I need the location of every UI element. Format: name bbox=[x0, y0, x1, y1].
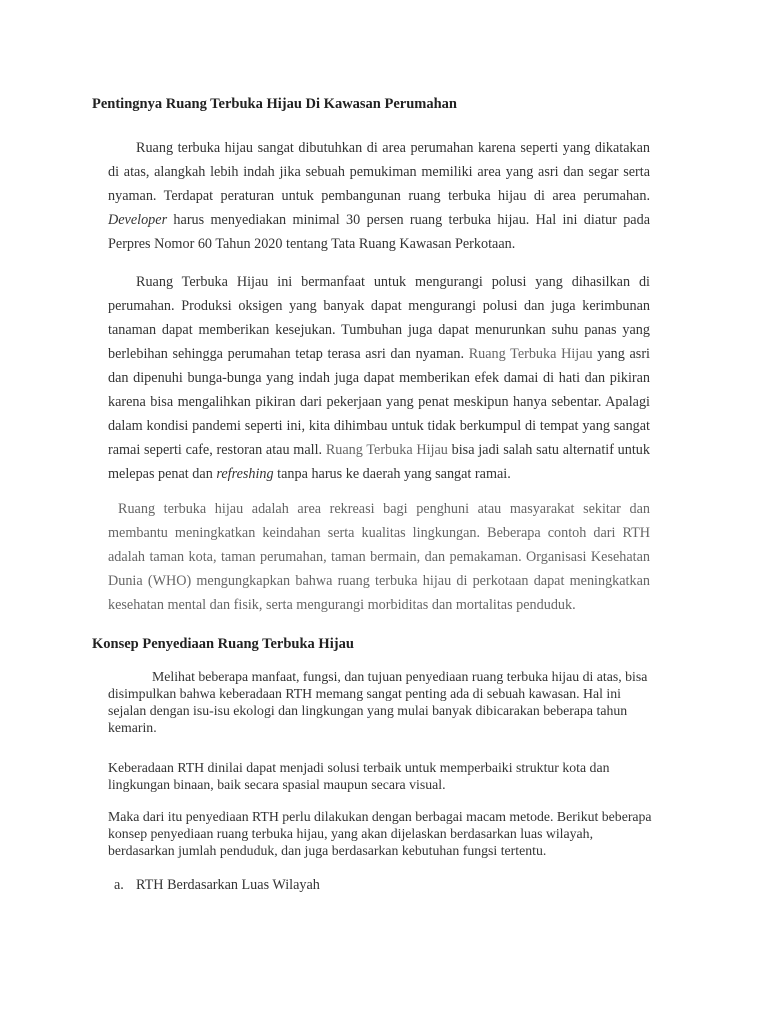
heading-konsep-penyediaan: Konsep Penyediaan Ruang Terbuka Hijau bbox=[92, 636, 354, 652]
paragraph-2-emphasis: refreshing bbox=[216, 466, 274, 482]
paragraph-2-text-d: tanpa harus ke daerah yang sangat ramai. bbox=[273, 466, 511, 482]
paragraph-1-text-b: harus menyediakan minimal 30 persen ruang terbuka hijau. Hal ini diatur pada Perpres Nomor 60 Tahun 2020 tentang Tata Ruang Kawasan Perkotaan. bbox=[108, 212, 650, 252]
list-item-text: RTH Berdasarkan Luas Wilayah bbox=[136, 877, 320, 893]
paragraph-5: Keberadaan RTH dinilai dapat menjadi solusi terbaik untuk memperbaiki struktur kota dan lingkungan binaan, baik secara spasial maupun secara visual. bbox=[108, 760, 610, 792]
paragraph-1-emphasis: Developer bbox=[108, 212, 168, 228]
rth-link-1[interactable]: Ruang Terbuka Hijau bbox=[468, 346, 593, 362]
heading-pentingnya-rth: Pentingnya Ruang Terbuka Hijau Di Kawasan Perumahan bbox=[92, 96, 457, 112]
paragraph-3: Ruang terbuka hijau adalah area rekreasi bagi penghuni atau masyarakat sekitar dan membantu meningkatkan keindahan serta kualitas lingkungan. Beberapa contoh dari RTH adalah taman kota, taman perumahan, taman bermain, dan pemakaman. Organisasi Kesehatan Dunia (WHO) mengungkapkan bahwa ruang terbuka hijau di perkotaan dapat meningkatkan kesehatan mental dan fisik, serta mengurangi morbiditas dan mortalitas penduduk. bbox=[108, 501, 650, 613]
list-marker: a. bbox=[114, 877, 124, 893]
list-item bbox=[114, 877, 320, 894]
paragraph-1-text-a: Ruang terbuka hijau sangat dibutuhkan di area perumahan karena seperti yang dikatakan di atas, alangkah lebih indah jika sebuah pemukiman memiliki area yang asri dan segar serta nyaman. Terdapat peraturan untuk pembangunan ruang terbuka hijau di area perumahan. bbox=[108, 140, 650, 204]
paragraph-6: Maka dari itu penyediaan RTH perlu dilakukan dengan berbagai macam metode. Berikut beberapa konsep penyediaan ruang terbuka hijau, yang akan dijelaskan berdasarkan luas wilayah, berdasarkan jumlah penduduk, dan juga berdasarkan kebutuhan fungsi tertentu. bbox=[108, 809, 652, 858]
paragraph-2-text-a: Ruang Terbuka Hijau ini bermanfaat untuk mengurangi polusi yang dihasilkan di perumahan. Produksi oksigen yang banyak dapat mengurangi polusi dan juga kerimbunan tanaman dapat memberikan kesejukan. Tumbuhan juga dapat menurunkan suhu panas yang berlebihan sehingga perumahan tetap terasa asri dan nyaman. bbox=[108, 274, 650, 362]
paragraph-1 bbox=[108, 136, 650, 256]
paragraph-4: Melihat beberapa manfaat, fungsi, dan tujuan penyediaan ruang terbuka hijau di atas, bisa disimpulkan bahwa keberadaan RTH memang sangat penting ada di sebuah kawasan. Hal ini sejalan dengan isu-isu ekologi dan lingkungan yang mulai banyak dibicarakan beberapa tahun kemarin. bbox=[108, 669, 648, 735]
paragraph-2-text-c: bisa jadi salah satu alternatif untuk melepas penat dan bbox=[108, 442, 650, 482]
paragraph-2 bbox=[108, 270, 650, 486]
paragraph-2-text-b: yang asri dan dipenuhi bunga-bunga yang indah juga dapat memberikan efek damai di hati dan pikiran karena bisa mengalihkan pikiran dari pekerjaan yang penat meskipun hanya sebentar. Apalagi dalam kondisi pandemi seperti ini, kita dihimbau untuk tidak berkumpul di tempat yang sangat ramai seperti cafe, restoran atau mall. bbox=[108, 346, 650, 458]
rth-link-2[interactable]: Ruang Terbuka Hijau bbox=[325, 442, 448, 458]
